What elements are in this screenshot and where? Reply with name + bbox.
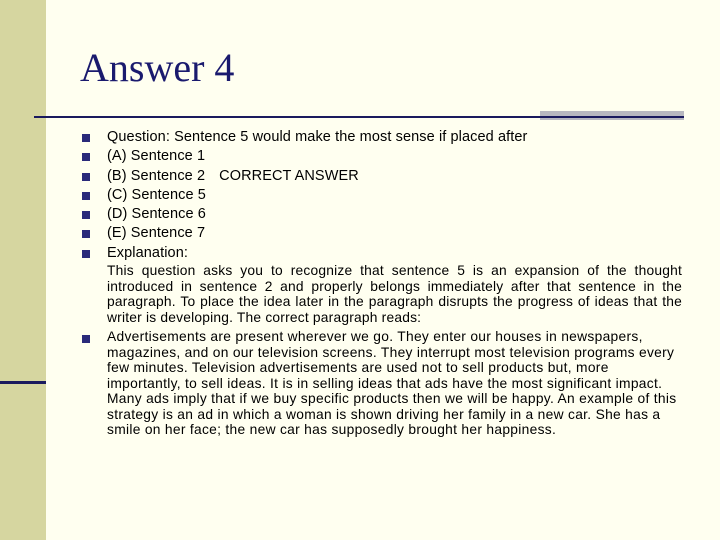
correct-paragraph-text: Advertisements are present wherever we go. They enter our houses in newspapers, magazines, and on our television screens. They interrupt most television programs every few minutes. Television advertisements are used not to sell products but, more importantly, to sell ideas. It is in selling ideas that ads have the most significant impact. Many ads imply that if we buy specific products then we will be happy. An example of this strategy is an ad in which a woman is shown driving her family in a new car. She has a smile on her face; the new car has supposedly brought her happiness. bbox=[107, 329, 677, 438]
explanation-text: This question asks you to recognize that sentence 5 is an expansion of the thought introduced in sentence 2 and properly belongs immediately after that sentence in the paragraph. To place the idea later in the paragraph disrupts the progress of ideas that the writer is developing. The correct paragraph reads: bbox=[107, 263, 682, 325]
correct-answer-note: CORRECT ANSWER bbox=[219, 167, 359, 184]
explanation-item bbox=[82, 244, 682, 325]
square-bullet-icon bbox=[82, 190, 91, 201]
square-bullet-icon bbox=[82, 209, 91, 220]
option-item bbox=[82, 224, 682, 243]
title-rule bbox=[34, 116, 684, 118]
square-bullet-icon bbox=[82, 171, 91, 182]
left-accent-band bbox=[0, 0, 46, 540]
option-label: (A) Sentence 1 bbox=[107, 148, 206, 165]
left-band-divider bbox=[0, 381, 46, 384]
option-item bbox=[82, 147, 682, 166]
square-bullet-icon bbox=[82, 228, 91, 239]
question-text: Question: Sentence 5 would make the most sense if placed after bbox=[107, 129, 528, 145]
square-bullet-icon bbox=[82, 333, 91, 344]
explanation-label: Explanation: bbox=[107, 244, 189, 261]
bullet-list bbox=[82, 128, 682, 438]
slide-title: Answer 4 bbox=[80, 45, 235, 90]
square-bullet-icon bbox=[82, 248, 91, 259]
square-bullet-icon bbox=[82, 132, 91, 143]
square-bullet-icon bbox=[82, 151, 91, 162]
option-item bbox=[82, 167, 682, 186]
option-label: (D) Sentence 6 bbox=[107, 206, 206, 223]
option-item bbox=[82, 205, 682, 224]
option-item bbox=[82, 186, 682, 205]
question-item bbox=[82, 128, 682, 147]
paragraph-item bbox=[82, 329, 682, 438]
option-label: (B) Sentence 2 bbox=[107, 167, 206, 184]
option-label: (E) Sentence 7 bbox=[107, 225, 206, 242]
option-label: (C) Sentence 5 bbox=[107, 186, 206, 203]
